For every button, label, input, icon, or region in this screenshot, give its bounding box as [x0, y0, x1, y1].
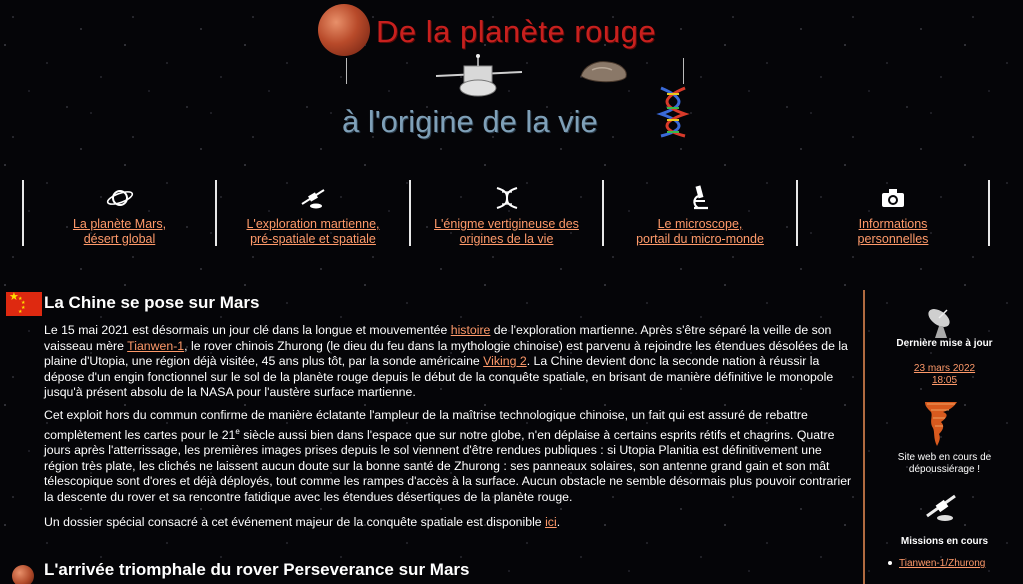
martian-rock-icon — [578, 58, 630, 84]
nav-item-informations[interactable] — [796, 180, 988, 246]
missions-title: Missions en cours — [900, 536, 989, 547]
main-navigation — [22, 180, 994, 246]
planet-icon — [106, 184, 134, 212]
flag-star-icon: ★ — [9, 291, 19, 303]
paragraph-text: Cet exploit hors du commun confirme de manière éclatante l'ampleur de la maîtrise technologique chinoise, un fait qui est assuré de rebattre complètement les cartes pour le 21 — [44, 408, 808, 442]
article-title: L'arrivée triomphale du rover Perseverance sur Mars — [44, 560, 470, 579]
paragraph-text: Un dossier spécial consacré à cet événement majeur de la conquête spatiale est disponible — [44, 515, 546, 529]
paragraph-text: . — [556, 515, 561, 529]
nav-link-line2[interactable]: désert global — [83, 232, 156, 246]
paragraph-text: de l'exploration martienne. Après s'être séparé la veille de son vaisseau mère — [44, 323, 832, 353]
article-paragraph — [44, 408, 856, 505]
dna-helix-icon — [655, 86, 691, 138]
link-ici[interactable]: ici — [545, 515, 557, 529]
last-update-title: Dernière mise à jour — [896, 338, 993, 349]
microscope-icon — [686, 184, 714, 212]
dna-icon — [493, 184, 521, 212]
camera-icon — [879, 184, 907, 212]
tornado-icon — [921, 398, 961, 448]
sidebar-divider — [863, 290, 865, 584]
nav-link-line1[interactable]: Informations — [858, 217, 928, 231]
site-title-line1: De la planète rouge — [376, 14, 657, 49]
nav-link-line2[interactable]: portail du micro-monde — [636, 232, 764, 246]
header-divider — [346, 58, 348, 84]
link-tianwen-1[interactable]: Tianwen-1 — [127, 338, 185, 353]
status-text: Site web en cours de — [897, 452, 992, 463]
article-paragraph — [44, 323, 856, 401]
nav-link-line1[interactable]: Le microscope, — [657, 217, 743, 231]
nav-item-microscope[interactable] — [602, 180, 796, 246]
superscript: e — [235, 426, 240, 436]
nav-link-line2[interactable]: origines de la vie — [459, 232, 554, 246]
article-title: La Chine se pose sur Mars — [44, 293, 260, 312]
nav-link-line1[interactable]: L'exploration martienne, — [246, 217, 380, 231]
space-probe-icon — [434, 52, 524, 104]
satellite-dish-icon — [921, 302, 961, 342]
nav-link-line2[interactable]: personnelles — [857, 232, 929, 246]
last-update-time-link[interactable]: 18:05 — [931, 375, 958, 386]
bullet-icon — [888, 561, 892, 565]
mars-planet-logo — [318, 4, 370, 56]
paragraph-text: siècle aussi bien dans l'espace que sur notre globe, n'en déplaise à certains esprits rétifs et chagrins. Quatre jours après l'atterrissage, les premières images prises depuis le sol viennent d'être rendues publiques : si Utopia Planitia est définitivement une région très plate, les clichés ne laissent aucun doute sur la bonne santé de Zhurong : ses panneaux solaires, son antenne grand gain et son mât télescopique sont d'ores et déjà déployés, tout comme les rampes d'accès à la surface. Aucun obstacle ne semble désormais plus pouvoir contrarier la descente du rover et sa rencontre fatidique avec les étendues désertiques de la planète rouge. — [44, 427, 852, 504]
link-histoire[interactable]: histoire — [450, 323, 491, 337]
header-divider — [683, 58, 685, 84]
flag-star-icon: ★ — [21, 300, 26, 306]
main-content — [0, 288, 862, 584]
nav-divider — [988, 180, 990, 246]
mission-list-item[interactable] — [888, 558, 985, 569]
paragraph-text: . La Chine devient donc la seconde nation à réussir la dépose d'un engin fonctionnel sur le sol de la planète rouge depuis le début de la conquête spatiale, en brisant de manière définitive le monopole jusqu'à présent absolu de la NASA pour l'austère surface martienne. — [44, 354, 834, 399]
satellite-icon — [299, 184, 327, 212]
flag-star-icon: ★ — [21, 305, 26, 311]
last-update-date-link[interactable]: 23 mars 2022 — [913, 363, 976, 374]
china-flag-icon — [6, 292, 42, 316]
mission-link[interactable]: Tianwen-1/Zhurong — [899, 558, 986, 569]
flag-star-icon: ★ — [18, 309, 23, 315]
nav-item-planete-mars[interactable] — [22, 180, 215, 246]
nav-link-line2[interactable]: pré-spatiale et spatiale — [250, 232, 376, 246]
site-header — [0, 0, 1023, 150]
nav-link-line1[interactable]: L'énigme vertigineuse des — [434, 217, 579, 231]
nav-item-origines-vie[interactable] — [409, 180, 602, 246]
site-title-line2: à l'origine de la vie — [342, 104, 598, 139]
mars-planet-icon — [12, 565, 34, 584]
sidebar — [866, 290, 1023, 584]
satellite-icon — [921, 488, 961, 528]
paragraph-text: Le 15 mai 2021 est désormais un jour clé dans la longue et mouvementée — [44, 323, 451, 337]
nav-item-exploration[interactable] — [215, 180, 409, 246]
nav-link-line1[interactable]: La planète Mars, — [72, 217, 167, 231]
link-viking-2[interactable]: Viking 2 — [483, 354, 527, 368]
flag-star-icon: ★ — [18, 296, 23, 302]
article-paragraph — [44, 515, 856, 531]
paragraph-text: , le rover chinois Zhurong (le dieu du feu dans la mythologie chinoise) est parvenu à rejoindre les étendues désolées de la plaine d'Utopia, une région déjà visitée, 45 ans plus tôt, par la sonde américaine — [44, 338, 848, 368]
status-text: dépoussiérage ! — [908, 464, 981, 475]
